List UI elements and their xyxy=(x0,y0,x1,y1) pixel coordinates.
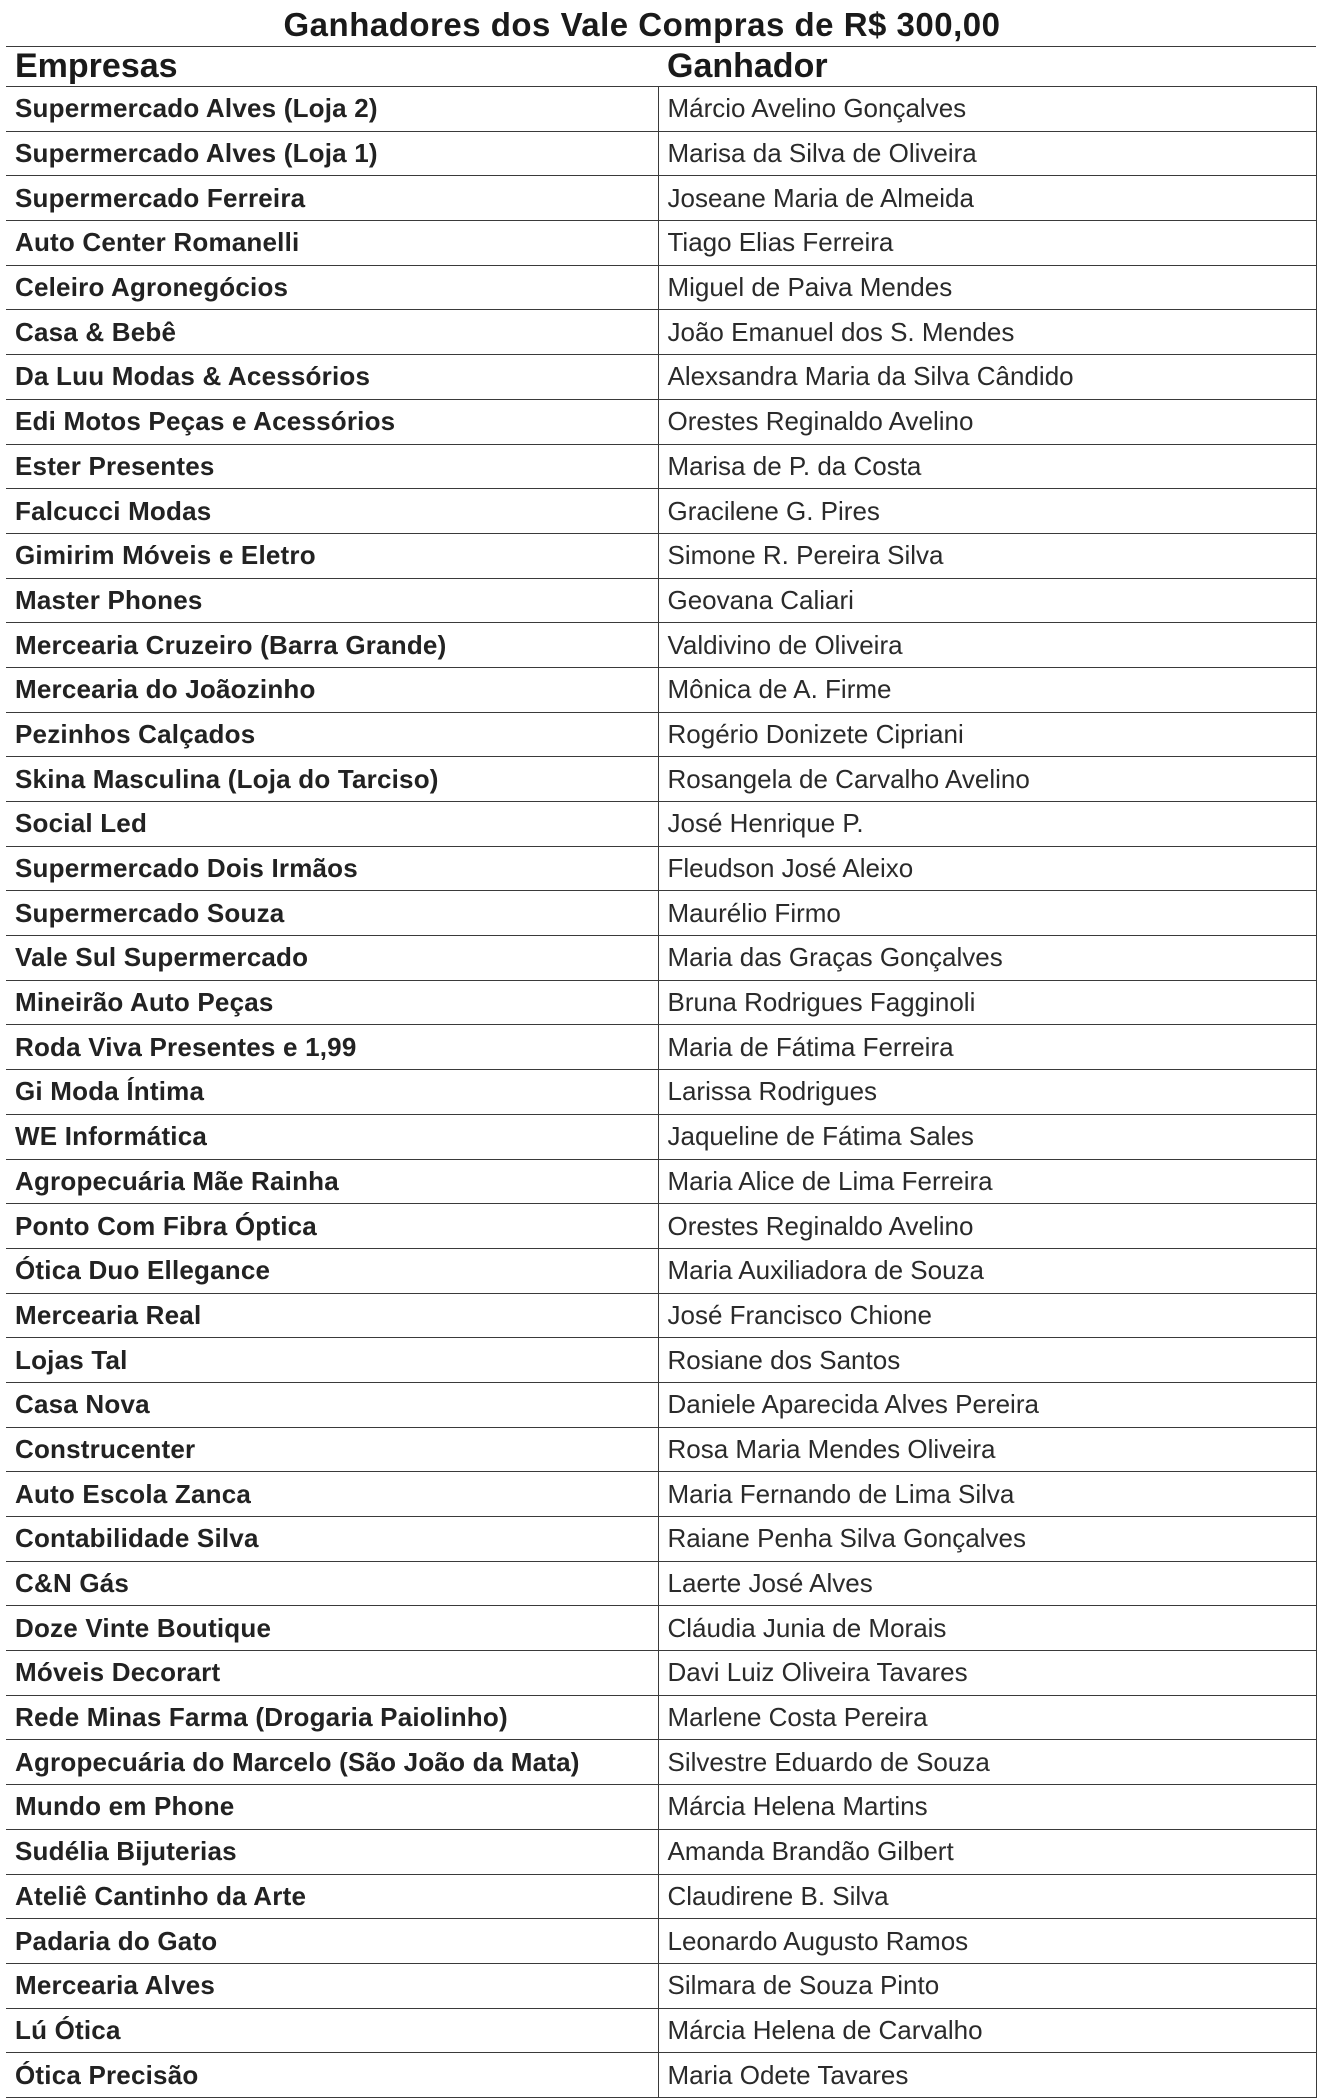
company-cell: Doze Vinte Boutique xyxy=(6,1606,658,1651)
company-cell: Mundo em Phone xyxy=(6,1785,658,1830)
winner-cell: Maria das Graças Gonçalves xyxy=(658,936,1316,981)
winner-cell: Márcia Helena Martins xyxy=(658,1785,1316,1830)
table-row xyxy=(6,444,1316,489)
table-row xyxy=(6,176,1316,221)
company-cell: Gimirim Móveis e Eletro xyxy=(6,533,658,578)
company-cell: Padaria do Gato xyxy=(6,1919,658,1964)
page-title: Ganhadores dos Vale Compras de R$ 300,00 xyxy=(283,6,1001,43)
winner-cell: Rosiane dos Santos xyxy=(658,1338,1316,1383)
table-row xyxy=(6,533,1316,578)
company-cell: Construcenter xyxy=(6,1427,658,1472)
company-cell: Mineirão Auto Peças xyxy=(6,980,658,1025)
winner-cell: Geovana Caliari xyxy=(658,578,1316,623)
table-row xyxy=(6,980,1316,1025)
winner-cell: Davi Luiz Oliveira Tavares xyxy=(658,1651,1316,1696)
winner-cell: Rosangela de Carvalho Avelino xyxy=(658,757,1316,802)
company-cell: Mercearia Alves xyxy=(6,1963,658,2008)
table-row xyxy=(6,1561,1316,1606)
company-cell: Ponto Com Fibra Óptica xyxy=(6,1204,658,1249)
company-cell: Vale Sul Supermercado xyxy=(6,936,658,981)
winner-cell: Maria de Fátima Ferreira xyxy=(658,1025,1316,1070)
winner-cell: Orestes Reginaldo Avelino xyxy=(658,1204,1316,1249)
table-row xyxy=(6,1293,1316,1338)
winner-cell: Maurélio Firmo xyxy=(658,891,1316,936)
table-row xyxy=(6,87,1316,132)
company-cell: Casa & Bebê xyxy=(6,310,658,355)
table-row xyxy=(6,1517,1316,1562)
winner-cell: Maria Alice de Lima Ferreira xyxy=(658,1159,1316,1204)
header-row xyxy=(6,47,1316,87)
company-cell: Ester Presentes xyxy=(6,444,658,489)
table-row xyxy=(6,265,1316,310)
table-row xyxy=(6,1919,1316,1964)
company-cell: Contabilidade Silva xyxy=(6,1517,658,1562)
company-cell: Ótica Precisão xyxy=(6,2053,658,2098)
company-cell: Edi Motos Peças e Acessórios xyxy=(6,399,658,444)
table-row xyxy=(6,1338,1316,1383)
winner-cell: Laerte José Alves xyxy=(658,1561,1316,1606)
table-row xyxy=(6,310,1316,355)
table-row xyxy=(6,846,1316,891)
company-cell: Social Led xyxy=(6,802,658,847)
winner-cell: Claudirene B. Silva xyxy=(658,1874,1316,1919)
winner-cell: Bruna Rodrigues Fagginoli xyxy=(658,980,1316,1025)
company-cell: Casa Nova xyxy=(6,1382,658,1427)
table-row xyxy=(6,1114,1316,1159)
table-row xyxy=(6,1740,1316,1785)
company-cell: Supermercado Souza xyxy=(6,891,658,936)
table-row xyxy=(6,1248,1316,1293)
company-cell: Gi Moda Íntima xyxy=(6,1070,658,1115)
winner-cell: Miguel de Paiva Mendes xyxy=(658,265,1316,310)
table-row xyxy=(6,1963,1316,2008)
winner-cell: Silvestre Eduardo de Souza xyxy=(658,1740,1316,1785)
table-row xyxy=(6,1785,1316,1830)
winner-cell: Daniele Aparecida Alves Pereira xyxy=(658,1382,1316,1427)
company-cell: Supermercado Dois Irmãos xyxy=(6,846,658,891)
table-row xyxy=(6,1695,1316,1740)
company-cell: Master Phones xyxy=(6,578,658,623)
winner-cell: Joseane Maria de Almeida xyxy=(658,176,1316,221)
company-cell: Móveis Decorart xyxy=(6,1651,658,1696)
company-cell: Roda Viva Presentes e 1,99 xyxy=(6,1025,658,1070)
winner-cell: Rosa Maria Mendes Oliveira xyxy=(658,1427,1316,1472)
company-cell: Lú Ótica xyxy=(6,2008,658,2053)
table-body xyxy=(6,87,1316,2098)
winner-cell: Larissa Rodrigues xyxy=(658,1070,1316,1115)
table-row xyxy=(6,1382,1316,1427)
table-row xyxy=(6,623,1316,668)
winner-cell: Marlene Costa Pereira xyxy=(658,1695,1316,1740)
company-cell: Mercearia Real xyxy=(6,1293,658,1338)
winner-cell: Simone R. Pereira Silva xyxy=(658,533,1316,578)
winner-cell: Raiane Penha Silva Gonçalves xyxy=(658,1517,1316,1562)
winner-cell: Alexsandra Maria da Silva Cândido xyxy=(658,355,1316,400)
table-row xyxy=(6,1025,1316,1070)
table-row xyxy=(6,355,1316,400)
winner-cell: Gracilene G. Pires xyxy=(658,489,1316,534)
company-cell: Supermercado Alves (Loja 1) xyxy=(6,131,658,176)
table-row xyxy=(6,399,1316,444)
table-row xyxy=(6,667,1316,712)
winner-cell: Silmara de Souza Pinto xyxy=(658,1963,1316,2008)
company-cell: Rede Minas Farma (Drogaria Paiolinho) xyxy=(6,1695,658,1740)
winner-cell: Leonardo Augusto Ramos xyxy=(658,1919,1316,1964)
table-row xyxy=(6,1070,1316,1115)
company-cell: Lojas Tal xyxy=(6,1338,658,1383)
table-row xyxy=(6,489,1316,534)
company-cell: Da Luu Modas & Acessórios xyxy=(6,355,658,400)
winner-cell: Márcio Avelino Gonçalves xyxy=(658,87,1316,132)
table-row xyxy=(6,802,1316,847)
company-cell: Mercearia Cruzeiro (Barra Grande) xyxy=(6,623,658,668)
company-cell: C&N Gás xyxy=(6,1561,658,1606)
table-row xyxy=(6,578,1316,623)
company-cell: Auto Center Romanelli xyxy=(6,221,658,266)
company-cell: Auto Escola Zanca xyxy=(6,1472,658,1517)
table-row xyxy=(6,1651,1316,1696)
column-header-winner: Ganhador xyxy=(658,47,1316,87)
winner-cell: José Henrique P. xyxy=(658,802,1316,847)
company-cell: WE Informática xyxy=(6,1114,658,1159)
table-row xyxy=(6,2053,1316,2098)
table-row xyxy=(6,1874,1316,1919)
company-cell: Celeiro Agronegócios xyxy=(6,265,658,310)
company-cell: Supermercado Alves (Loja 2) xyxy=(6,87,658,132)
winner-cell: Maria Odete Tavares xyxy=(658,2053,1316,2098)
winner-cell: Amanda Brandão Gilbert xyxy=(658,1829,1316,1874)
company-cell: Mercearia do Joãozinho xyxy=(6,667,658,712)
winner-cell: Orestes Reginaldo Avelino xyxy=(658,399,1316,444)
winner-cell: Fleudson José Aleixo xyxy=(658,846,1316,891)
company-cell: Sudélia Bijuterias xyxy=(6,1829,658,1874)
winners-table xyxy=(6,46,1317,2098)
company-cell: Ótica Duo Ellegance xyxy=(6,1248,658,1293)
table-row xyxy=(6,1159,1316,1204)
winner-cell: João Emanuel dos S. Mendes xyxy=(658,310,1316,355)
winner-cell: Maria Fernando de Lima Silva xyxy=(658,1472,1316,1517)
table-row xyxy=(6,1204,1316,1249)
winner-cell: Valdivino de Oliveira xyxy=(658,623,1316,668)
company-cell: Ateliê Cantinho da Arte xyxy=(6,1874,658,1919)
winner-cell: José Francisco Chione xyxy=(658,1293,1316,1338)
table-row xyxy=(6,1427,1316,1472)
table-row xyxy=(6,221,1316,266)
table-row xyxy=(6,1829,1316,1874)
column-header-company: Empresas xyxy=(6,47,658,87)
winner-cell: Mônica de A. Firme xyxy=(658,667,1316,712)
company-cell: Agropecuária Mãe Rainha xyxy=(6,1159,658,1204)
table-row xyxy=(6,1472,1316,1517)
company-cell: Agropecuária do Marcelo (São João da Mata) xyxy=(6,1740,658,1785)
company-cell: Pezinhos Calçados xyxy=(6,712,658,757)
winner-cell: Maria Auxiliadora de Souza xyxy=(658,1248,1316,1293)
table-row xyxy=(6,936,1316,981)
winner-cell: Rogério Donizete Cipriani xyxy=(658,712,1316,757)
table-row xyxy=(6,891,1316,936)
table-row xyxy=(6,2008,1316,2053)
table-row xyxy=(6,712,1316,757)
winner-cell: Márcia Helena de Carvalho xyxy=(658,2008,1316,2053)
winner-cell: Jaqueline de Fátima Sales xyxy=(658,1114,1316,1159)
company-cell: Falcucci Modas xyxy=(6,489,658,534)
table-row xyxy=(6,131,1316,176)
winner-cell: Cláudia Junia de Morais xyxy=(658,1606,1316,1651)
winner-cell: Tiago Elias Ferreira xyxy=(658,221,1316,266)
company-cell: Skina Masculina (Loja do Tarciso) xyxy=(6,757,658,802)
winner-cell: Marisa de P. da Costa xyxy=(658,444,1316,489)
winner-cell: Marisa da Silva de Oliveira xyxy=(658,131,1316,176)
table-row xyxy=(6,757,1316,802)
table-row xyxy=(6,1606,1316,1651)
company-cell: Supermercado Ferreira xyxy=(6,176,658,221)
